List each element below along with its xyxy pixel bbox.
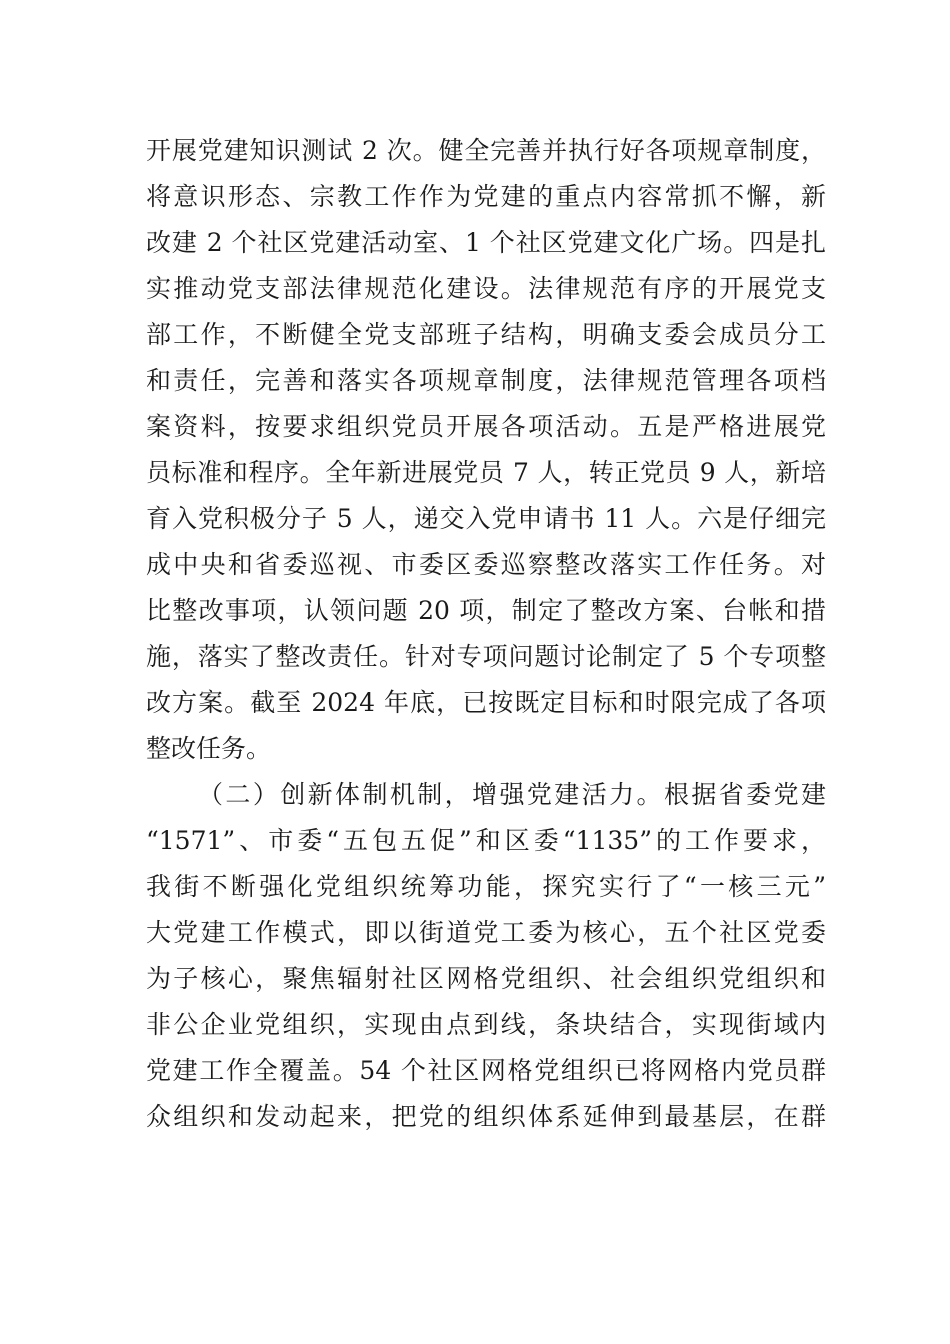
text-line: 育入党积极分子 5 人，递交入党申请书 11 人。六是仔细完	[146, 504, 826, 533]
text-line: 大党建工作模式，即以街道党工委为核心，五个社区党委	[146, 918, 826, 947]
text-line: 案资料，按要求组织党员开展各项活动。五是严格进展党	[146, 412, 826, 441]
text-line: 施，落实了整改责任。针对专项问题讨论制定了 5 个专项整	[146, 642, 826, 671]
paragraph-2	[146, 772, 826, 1140]
text-line: 为子核心，聚焦辐射社区网格党组织、社会组织党组织和	[146, 964, 826, 993]
text-line: 将意识形态、宗教工作作为党建的重点内容常抓不懈，新	[146, 182, 826, 211]
text-line: 改建 2 个社区党建活动室、1 个社区党建文化广场。四是扎	[146, 228, 826, 257]
text-line: “1571”、市委“五包五促”和区委“1135”的工作要求，	[146, 826, 826, 855]
text-line: 开展党建知识测试 2 次。健全完善并执行好各项规章制度，	[146, 136, 826, 165]
text-line: 部工作，不断健全党支部班子结构，明确支委会成员分工	[146, 320, 826, 349]
text-line: 党建工作全覆盖。54 个社区网格党组织已将网格内党员群	[146, 1056, 826, 1085]
body-text	[146, 128, 826, 1140]
text-line: 我街不断强化党组织统筹功能，探究实行了“一核三元”	[146, 872, 826, 901]
text-line: （二）创新体制机制，增强党建活力。根据省委党建	[198, 780, 826, 809]
text-line: 非公企业党组织，实现由点到线，条块结合，实现街域内	[146, 1010, 826, 1039]
text-line: 员标准和程序。全年新进展党员 7 人，转正党员 9 人，新培	[146, 458, 826, 487]
text-line: 成中央和省委巡视、市委区委巡察整改落实工作任务。对	[146, 550, 826, 579]
text-line: 比整改事项，认领问题 20 项，制定了整改方案、台帐和措	[146, 596, 826, 625]
text-line: 改方案。截至 2024 年底，已按既定目标和时限完成了各项	[146, 688, 826, 717]
text-line: 和责任，完善和落实各项规章制度，法律规范管理各项档	[146, 366, 826, 395]
text-line: 实推动党支部法律规范化建设。法律规范有序的开展党支	[146, 274, 826, 303]
text-line: 整改任务。	[146, 734, 272, 763]
text-line: 众组织和发动起来，把党的组织体系延伸到最基层，在群	[146, 1102, 826, 1131]
paragraph-1	[146, 128, 826, 772]
